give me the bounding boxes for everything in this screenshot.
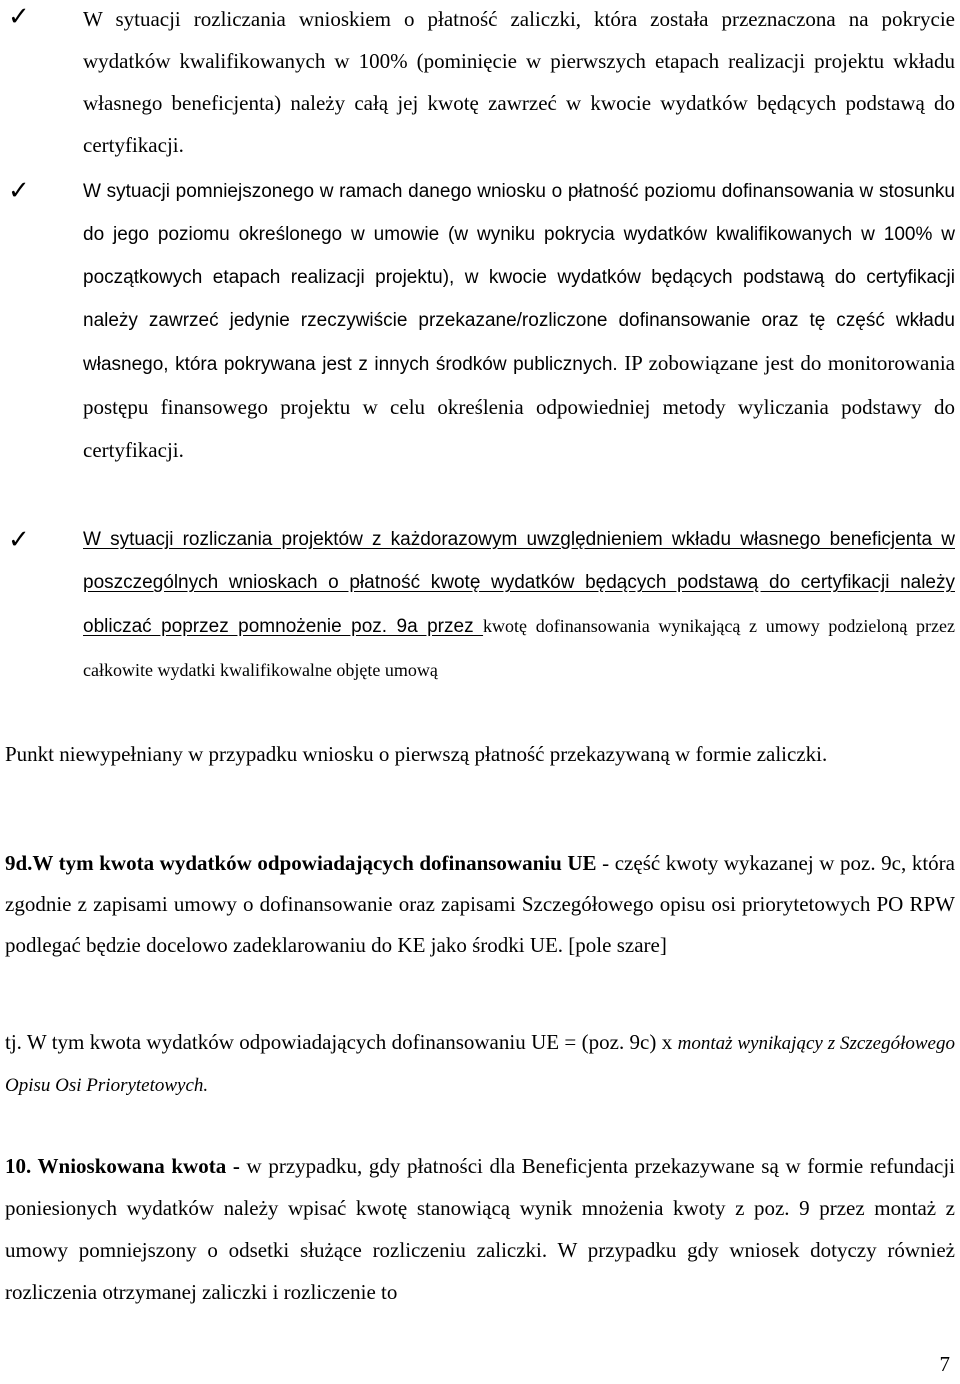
bullet-text-3 xyxy=(83,519,955,693)
section-9d xyxy=(5,843,955,966)
note-paragraph: Punkt niewypełniany w przypadku wniosku o pierwszą płatność przekazywaną w formie zaliczki. xyxy=(5,742,828,766)
bullet-text-3-underlined: W sytuacji rozliczania projektów z każdorazowym uwzględnieniem wkładu własnego beneficjenta w poszczególnych wnioskach o płatność kwotę wydatków będących podstawą do certyfikacji należy obliczać poprzez pomnożenie poz. 9a przez xyxy=(83,529,955,637)
formula-italic-text: montaż wynikający z Szczegółowego Opisu Osi Priorytetowych. xyxy=(5,1033,955,1096)
checkmark-icon: ✓ xyxy=(8,2,30,32)
section-10-heading: 10. Wnioskowana kwota - xyxy=(5,1154,240,1178)
bullet-text-2-main: W sytuacji pomniejszonego w ramach danego wniosku o płatność poziomu dofinansowania w stosunku do jego poziomu określonego w umowie (w wyniku pokrycia wydatków kwalifikowanych w 100% w początkowych etapach realizacji projektu), w kwocie wydatków będących podstawą do certyfikacji należy zawrzeć jedynie rzeczywiście przekazane/rozliczone dofinansowanie oraz tę część wkładu własnego, która pokrywana jest z innych środków publicznych. xyxy=(83,181,955,375)
section-9d-text: - część kwoty wykazanej w poz. 9c, która zgodnie z zapisami umowy o dofinansowanie oraz zapisami Szczegółowego opisu osi priorytetowych PO RPW podlegać będzie docelowo zadeklarowaniu do KE jako środki UE. [pole szare] xyxy=(5,851,955,957)
bullet-text-3-rest: kwotę dofinansowania wynikającą z umowy podzieloną przez całkowite wydatki kwalifikowalne objęte umową xyxy=(83,616,955,680)
checkmark-icon: ✓ xyxy=(8,525,30,555)
bullet-text-2-ip: IP zobowiązane jest do monitorowania postępu finansowego projektu w celu określenia odpowiedniej metody wyliczania podstawy do certyfikacji. xyxy=(83,351,955,462)
bullet-text-1: W sytuacji rozliczania wnioskiem o płatność zaliczki, która została przeznaczona na pokrycie wydatków kwalifikowanych w 100% (pominięcie w pierwszych etapach realizacji projektu wkładu własnego beneficjenta) należy całą jej kwotę zawrzeć w kwocie wydatków będących podstawą do certyfikacji. xyxy=(83,7,955,157)
bullet-text-2 xyxy=(83,170,955,472)
formula-text: tj. W tym kwota wydatków odpowiadających dofinansowaniu UE = (poz. 9c) x xyxy=(5,1030,678,1054)
section-10 xyxy=(5,1145,955,1313)
section-9d-heading: 9d.W tym kwota wydatków odpowiadających dofinansowaniu UE xyxy=(5,851,597,875)
checkmark-icon: ✓ xyxy=(8,176,30,206)
section-9d-formula xyxy=(5,1022,955,1106)
page-number: 7 xyxy=(939,1352,950,1376)
section-10-text: w przypadku, gdy płatności dla Beneficjenta przekazywane są w formie refundacji poniesionych wydatków należy wpisać kwotę stanowiącą wynik mnożenia kwoty z poz. 9 przez montaż z umowy pomniejszony o odsetki służące rozliczeniu zaliczki. W przypadku gdy wniosek dotyczy również rozliczenia otrzymanej zaliczki i rozliczenie to xyxy=(5,1154,955,1304)
